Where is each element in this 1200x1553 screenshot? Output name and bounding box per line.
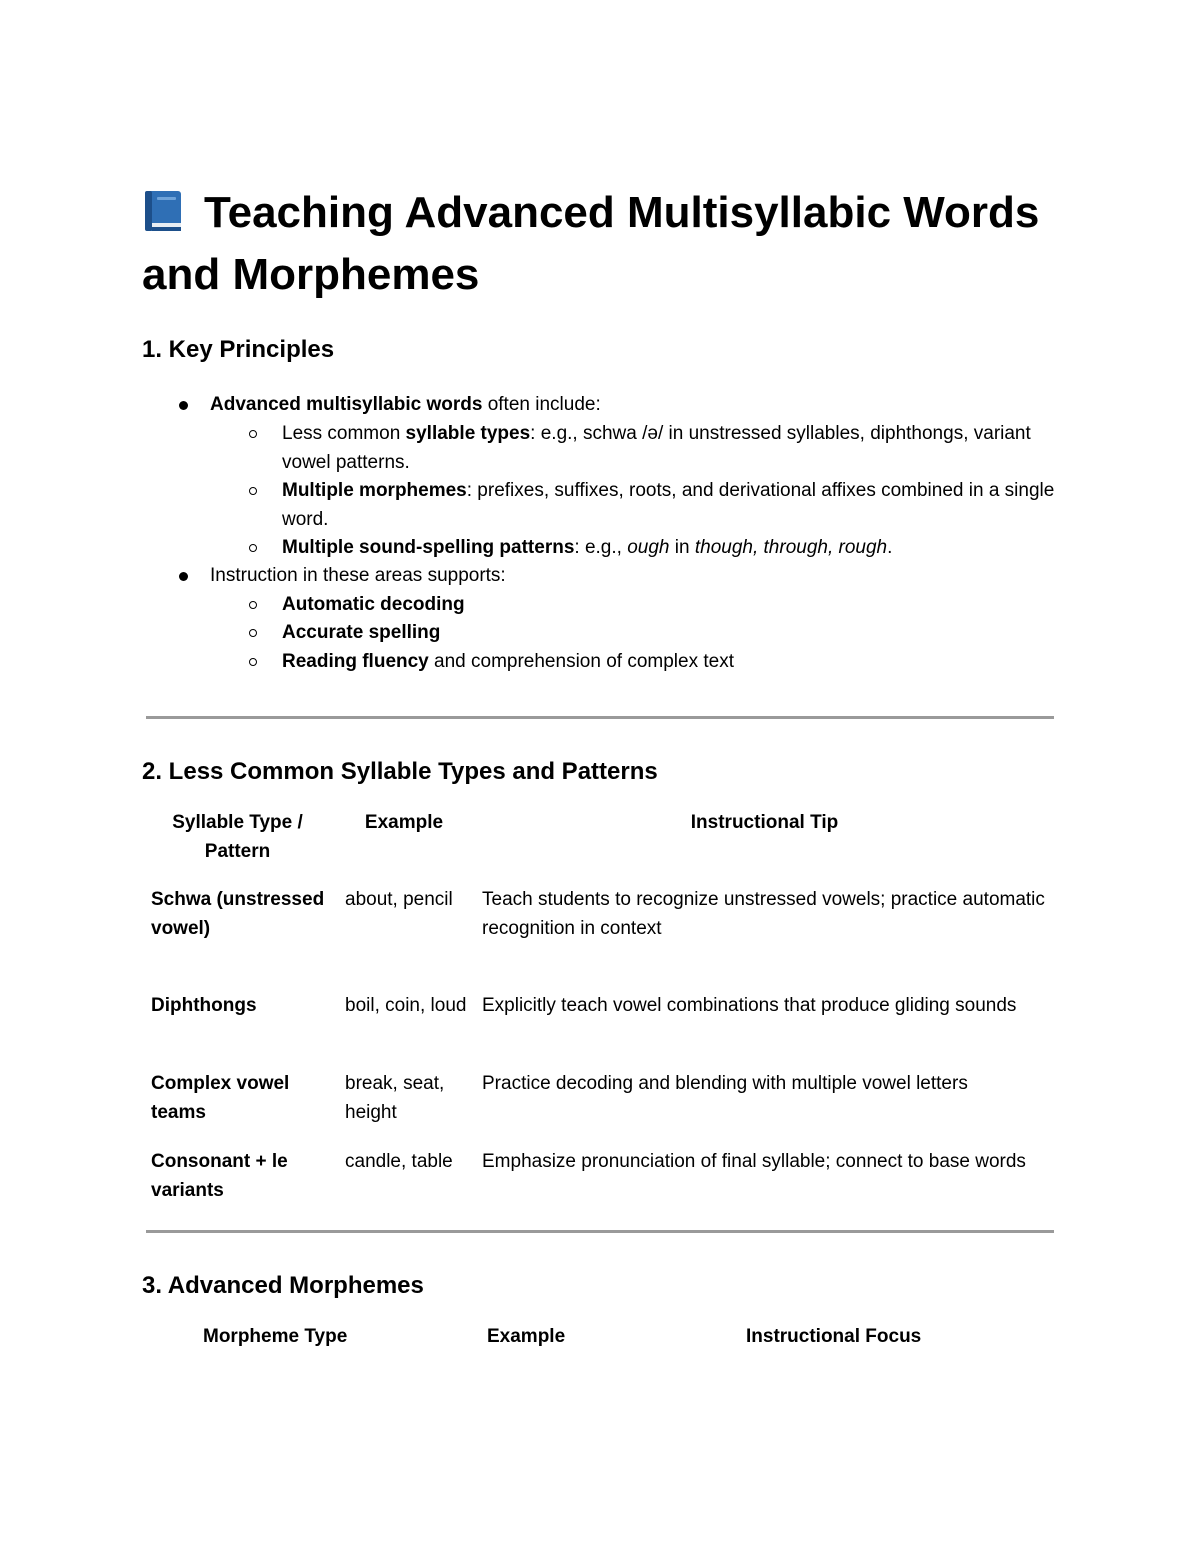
table-cell-type: Consonant + le variants — [151, 1151, 288, 1201]
list-item-text: : e.g., schwa /ə/ in unstressed syllables, diphthongs, variant vowel patterns. — [282, 423, 1031, 473]
table-cell-tip: Teach students to recognize unstressed vowels; practice automatic recognition in context — [482, 889, 1045, 939]
list-item-bold: Multiple sound-spelling patterns — [282, 537, 575, 558]
table-header: Example — [364, 812, 444, 833]
blue-book-icon — [142, 189, 186, 233]
section-heading-syllable-types: 2. Less Common Syllable Types and Patterns — [142, 758, 658, 785]
section-heading-key-principles: 1. Key Principles — [142, 336, 335, 363]
list-item — [282, 648, 1062, 677]
list-item-bold: syllable types — [405, 423, 531, 444]
table-header: Example — [487, 1326, 566, 1347]
list-item-text: : prefixes, suffixes, roots, and derivational affixes combined in a single word. — [282, 480, 1055, 530]
list-item-text: and comprehension of complex text — [428, 651, 734, 672]
bullet-dot — [179, 572, 188, 581]
table-cell-example: break, seat, height — [345, 1073, 445, 1123]
list-item — [282, 619, 1062, 648]
bullet-circle — [249, 601, 257, 609]
list-item — [210, 562, 1060, 591]
list-item-text: Less common — [282, 423, 406, 444]
list-item-text: . — [887, 537, 893, 558]
list-item — [282, 477, 1062, 534]
list-item — [282, 420, 1062, 477]
table-cell-type: Complex vowel teams — [151, 1073, 290, 1123]
bullet-circle — [249, 658, 257, 666]
bullet-dot — [179, 401, 188, 410]
table-cell-example: candle, table — [345, 1151, 453, 1172]
bullet-circle — [249, 487, 257, 495]
document-title — [142, 182, 1082, 306]
list-item-italic: ough — [627, 537, 670, 558]
table-header: Morpheme Type — [203, 1326, 348, 1347]
list-item-text: in — [669, 537, 695, 558]
list-item-italic: though, through, rough — [694, 537, 888, 558]
horizontal-divider — [146, 716, 1054, 719]
table-cell-example: boil, coin, loud — [345, 995, 467, 1016]
list-item-bold: Reading fluency — [282, 651, 429, 672]
horizontal-divider — [146, 1230, 1054, 1233]
table-header: Syllable Type / Pattern — [172, 812, 303, 862]
list-item — [282, 591, 1062, 620]
table-cell-example: about, pencil — [345, 889, 453, 910]
table-cell-tip: Practice decoding and blending with multiple vowel letters — [482, 1073, 968, 1094]
title-text: Teaching Advanced Multisyllabic Words and Morphemes — [142, 188, 1040, 299]
table-cell-tip: Explicitly teach vowel combinations that produce gliding sounds — [482, 995, 1017, 1016]
table-cell-tip: Emphasize pronunciation of final syllable; connect to base words — [482, 1151, 1026, 1172]
bullet-circle — [249, 430, 257, 438]
list-item-text: : e.g., — [574, 537, 628, 558]
list-item-text: Instruction in these areas supports: — [210, 565, 506, 586]
table-cell-type: Schwa (unstressed vowel) — [151, 889, 325, 939]
list-item-text: often include: — [482, 394, 601, 415]
list-item-bold: Accurate spelling — [282, 622, 441, 643]
section-heading-advanced-morphemes: 3. Advanced Morphemes — [142, 1272, 424, 1299]
list-item-bold: Advanced multisyllabic words — [210, 394, 483, 415]
bullet-circle — [249, 629, 257, 637]
table-header: Instructional Focus — [746, 1326, 922, 1347]
table-cell-type: Diphthongs — [151, 995, 257, 1016]
list-item — [210, 391, 1060, 420]
list-item-bold: Automatic decoding — [282, 594, 465, 615]
table-header: Instructional Tip — [690, 812, 839, 833]
bullet-circle — [249, 544, 257, 552]
list-item — [282, 534, 1062, 563]
list-item-bold: Multiple morphemes — [282, 480, 467, 501]
